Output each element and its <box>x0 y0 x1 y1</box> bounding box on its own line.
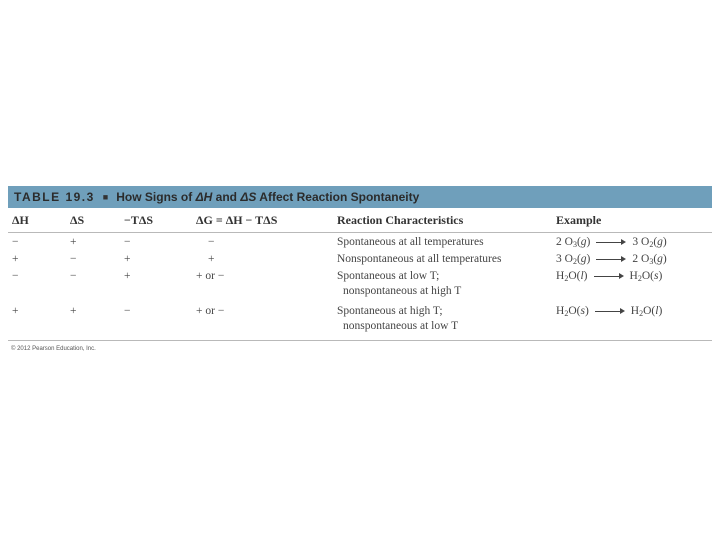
cell-dg: + or − <box>196 305 225 317</box>
reaction-arrow-icon <box>596 239 626 246</box>
reaction-arrow-icon <box>596 256 626 263</box>
title-bullet-icon: ■ <box>102 192 109 202</box>
cell-dh: + <box>12 305 19 317</box>
table-title: How Signs of ΔH and ΔS Affect Reaction Spontaneity <box>116 190 420 204</box>
cell-example: 3 $O_2(g)$ 2 $O_3(g)$ <box>556 253 667 266</box>
cell-dg: + or − <box>196 270 225 282</box>
cell-dh: + <box>12 253 19 265</box>
cell-dh: − <box>12 270 19 282</box>
cell-dg: + <box>208 253 215 265</box>
table-number: TABLE 19.3 <box>14 190 95 204</box>
cell-ds: − <box>70 270 77 282</box>
table-row <box>8 236 712 253</box>
table-row <box>8 270 712 305</box>
header-tds: −TΔS <box>124 212 154 227</box>
cell-example: 2 $O_3(g)$ 3 $O_2(g)$ <box>556 236 667 249</box>
cell-example: $H_2O(l)$ $H_2O(s)$ <box>556 270 663 283</box>
reaction-arrow-icon <box>595 308 625 315</box>
header-example: Example <box>556 212 602 227</box>
header-ds: ΔS <box>70 212 85 227</box>
copyright-notice: © 2012 Pearson Education, Inc. <box>11 346 96 352</box>
cell-ds: + <box>70 236 77 248</box>
header-characteristics: Reaction Characteristics <box>337 212 464 227</box>
spontaneity-table <box>8 186 712 341</box>
cell-dg: − <box>208 236 215 248</box>
cell-tds: − <box>124 305 131 317</box>
table-row <box>8 305 712 340</box>
cell-characteristics: Spontaneous at high T; nonspontaneous at low T <box>337 305 459 332</box>
cell-example: $H_2O(s)$ $H_2O(l)$ <box>556 305 663 318</box>
cell-ds: − <box>70 253 77 265</box>
table-row <box>8 253 712 270</box>
cell-characteristics: Nonspontaneous at all temperatures <box>337 253 502 265</box>
table-bottom-rule <box>8 340 712 341</box>
header-dg: ΔG = ΔH − TΔS <box>196 212 278 227</box>
cell-ds: + <box>70 305 77 317</box>
table-header-row <box>8 208 712 233</box>
cell-tds: − <box>124 236 131 248</box>
reaction-arrow-icon <box>594 273 624 280</box>
cell-tds: + <box>124 253 131 265</box>
header-dh: ΔH <box>12 212 29 227</box>
cell-characteristics: Spontaneous at all temperatures <box>337 236 484 248</box>
cell-tds: + <box>124 270 131 282</box>
table-title-bar <box>8 186 712 208</box>
cell-dh: − <box>12 236 19 248</box>
cell-characteristics: Spontaneous at low T; nonspontaneous at high T <box>337 270 462 297</box>
